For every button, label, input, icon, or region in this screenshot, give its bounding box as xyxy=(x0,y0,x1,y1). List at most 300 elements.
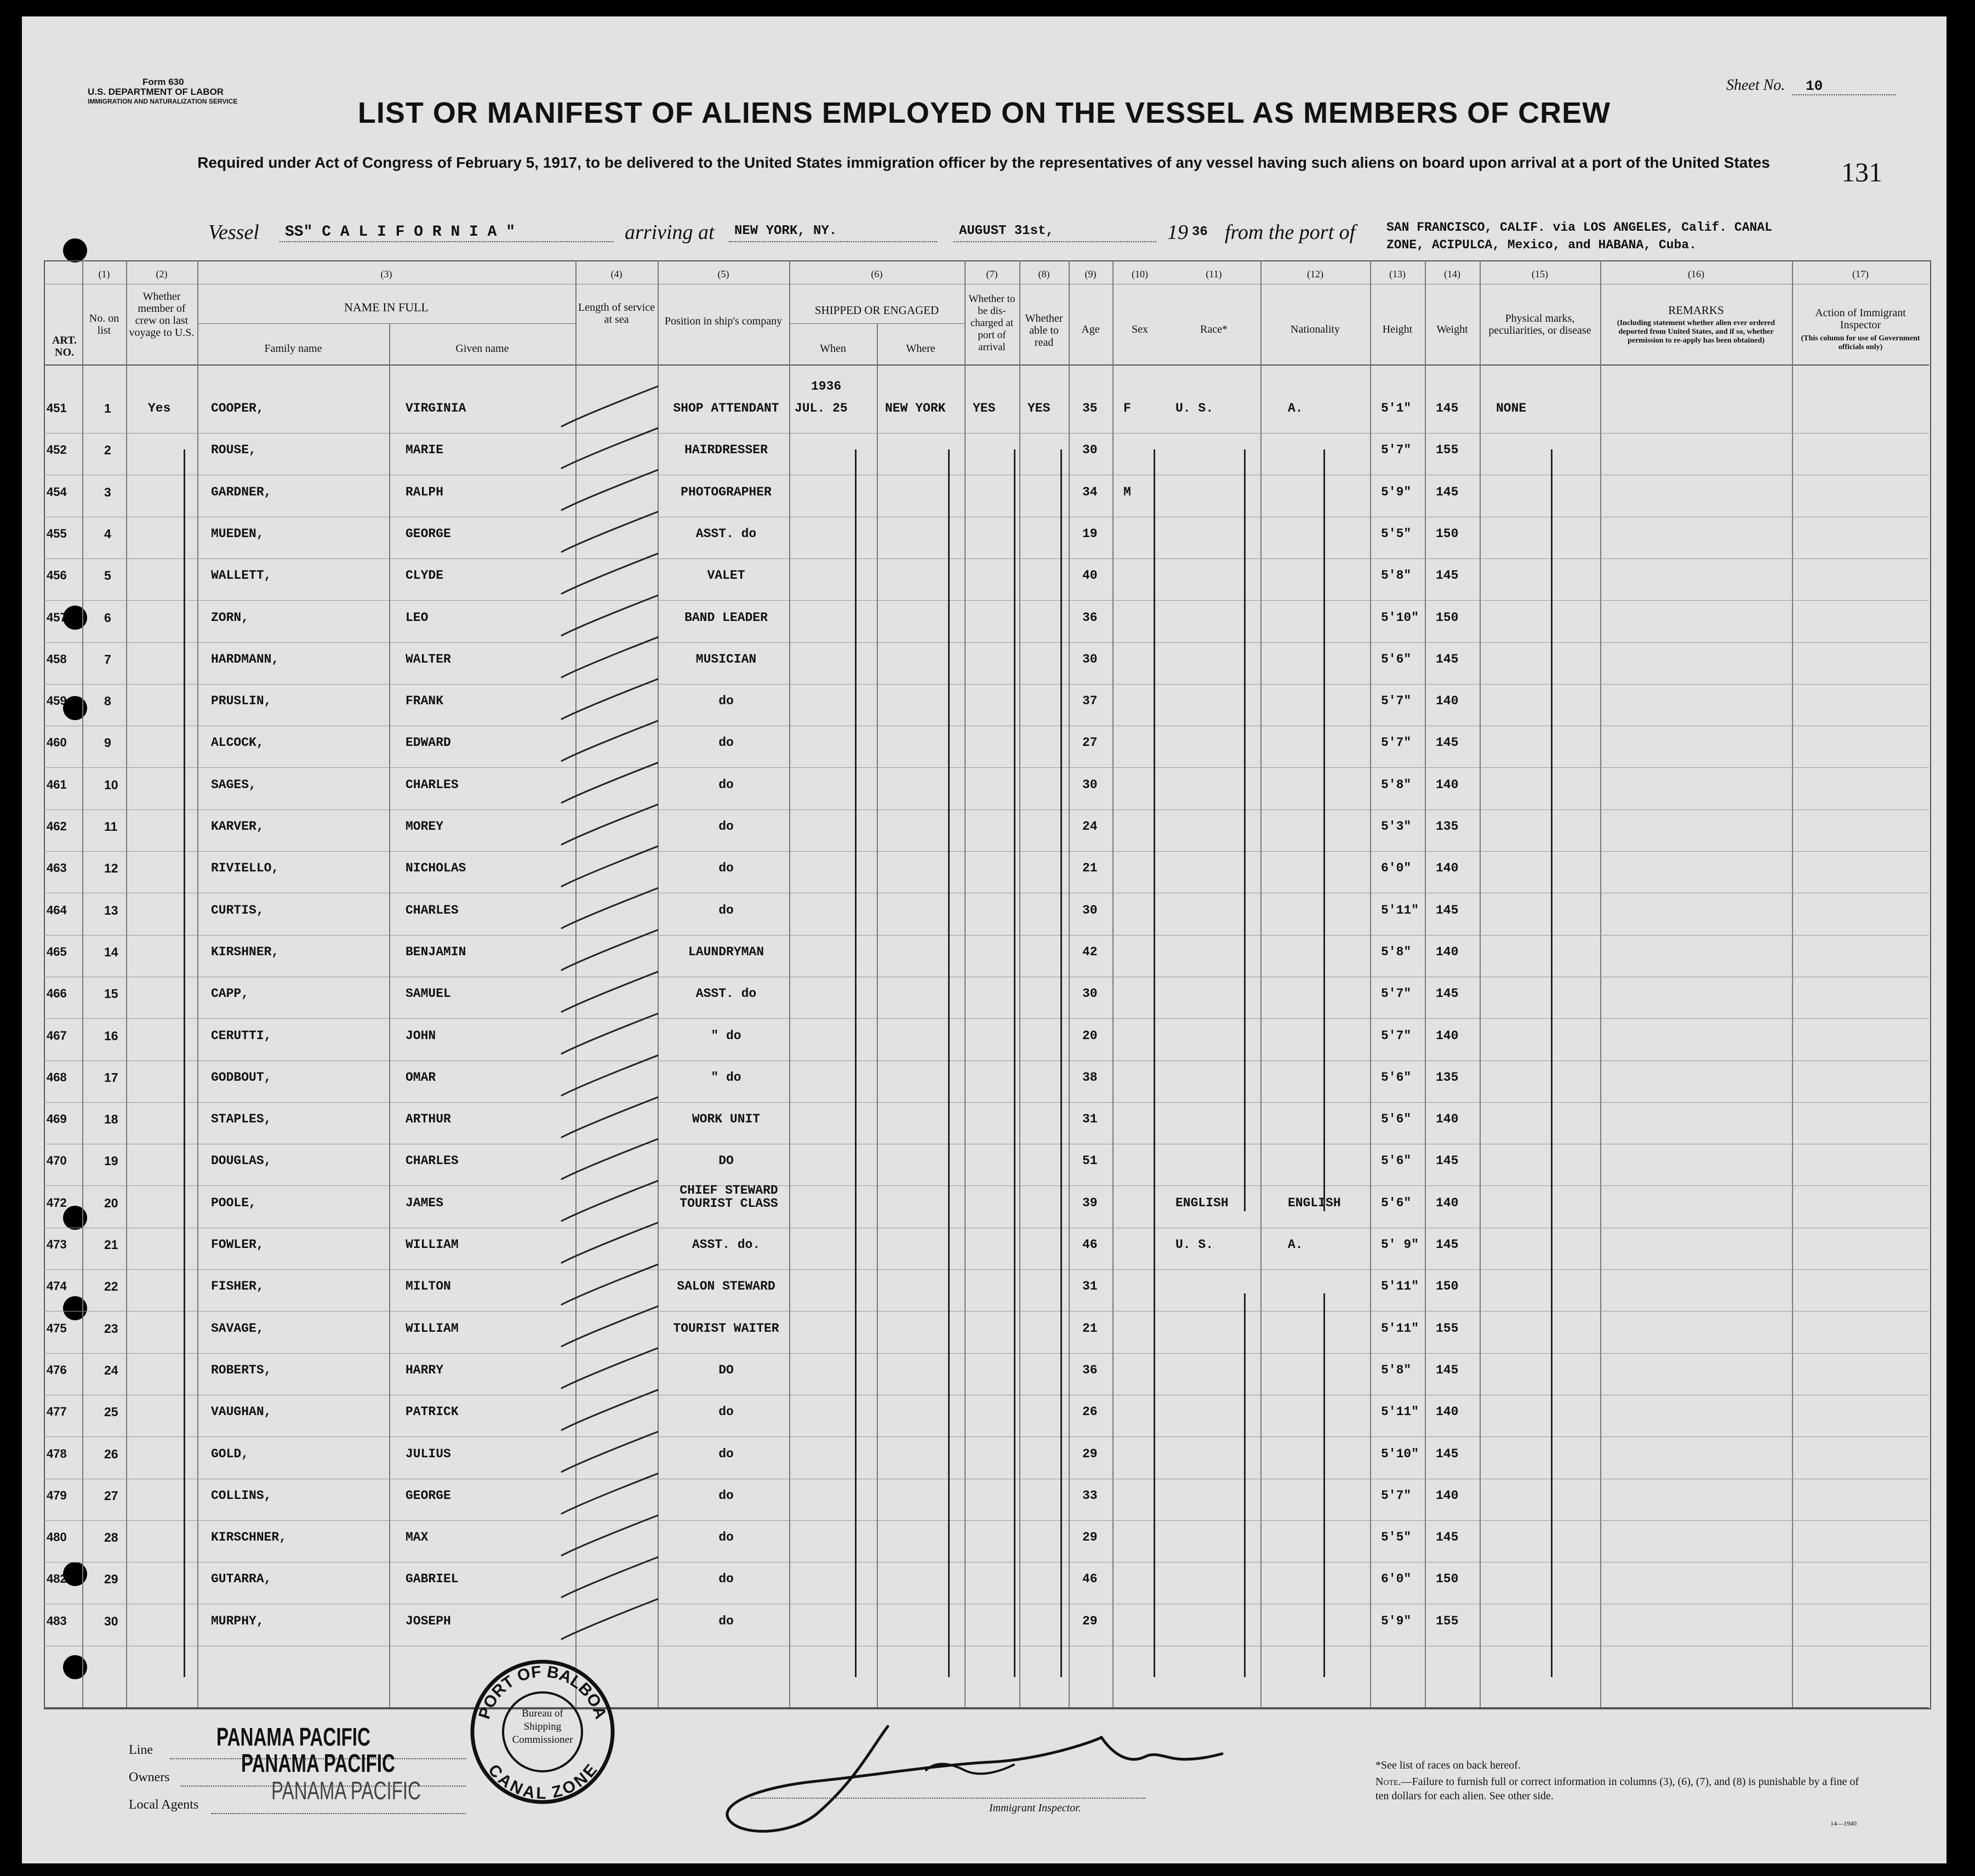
check-mark xyxy=(562,1557,658,1597)
agents-underline xyxy=(211,1813,466,1814)
check-mark xyxy=(562,1515,658,1555)
age-cell: 33 xyxy=(1082,1488,1098,1503)
header-bottom-rule xyxy=(44,364,1929,366)
art-no-cell: 452 xyxy=(47,443,67,457)
vessel-label: Vessel xyxy=(208,221,259,244)
art-no-cell: 476 xyxy=(47,1362,67,1377)
col-num-8: (8) xyxy=(1038,269,1050,280)
height-cell: 5'7" xyxy=(1381,443,1412,458)
family-name-cell: SAGES, xyxy=(211,777,256,792)
given-name-cell: CHARLES xyxy=(406,1154,459,1168)
weight-cell: 145 xyxy=(1436,1238,1459,1252)
list-no-cell: 7 xyxy=(104,652,111,666)
art-no-cell: 457 xyxy=(47,610,67,624)
height-cell: 5'6" xyxy=(1381,1112,1412,1127)
check-mark xyxy=(562,972,658,1012)
col-header-no-on-list: No. on list xyxy=(89,312,119,337)
height-cell: 5'7" xyxy=(1381,735,1412,750)
family-name-cell: CURTIS, xyxy=(211,903,264,917)
art-no-cell: 467 xyxy=(47,1028,67,1042)
height-cell: 5'1" xyxy=(1381,401,1412,415)
art-no-cell: 472 xyxy=(47,1195,67,1210)
list-no-cell: 2 xyxy=(104,443,111,458)
races-note: *See list of races on back hereof. xyxy=(1375,1759,1521,1771)
check-mark xyxy=(562,637,658,677)
col-num-10: (10) xyxy=(1132,269,1148,280)
arrival-date: AUGUST 31st, xyxy=(959,224,1054,238)
list-no-cell: 10 xyxy=(104,777,118,792)
given-name-cell: NICHOLAS xyxy=(406,861,466,876)
position-cell: VALET xyxy=(707,568,745,583)
family-name-cell: FOWLER, xyxy=(211,1238,264,1252)
age-cell: 39 xyxy=(1082,1195,1098,1210)
weight-cell: 140 xyxy=(1436,944,1459,959)
table-row xyxy=(22,1029,1947,1071)
list-no-cell: 26 xyxy=(104,1446,118,1461)
weight-cell: 145 xyxy=(1436,568,1459,583)
table-row xyxy=(22,527,1947,569)
height-cell: 6'0" xyxy=(1381,861,1412,876)
year: 36 xyxy=(1192,225,1208,240)
list-no-cell: 30 xyxy=(104,1613,118,1628)
family-name-cell: ALCOCK, xyxy=(211,735,264,750)
table-row xyxy=(22,903,1947,945)
weight-cell: 145 xyxy=(1436,1446,1459,1461)
weight-cell: 140 xyxy=(1436,861,1459,876)
list-no-cell: 18 xyxy=(104,1112,118,1127)
col-num-2: (2) xyxy=(156,269,168,280)
given-name-cell: GEORGE xyxy=(406,526,451,541)
height-cell: 5'6" xyxy=(1381,1070,1412,1085)
position-cell: do xyxy=(718,903,734,917)
col-header-position: Position in ship's company xyxy=(664,315,783,327)
art-no-cell: 475 xyxy=(47,1321,67,1335)
family-name-cell: STAPLES, xyxy=(211,1112,272,1127)
col-num-5: (5) xyxy=(717,269,729,280)
table-row xyxy=(22,735,1947,778)
age-cell: 30 xyxy=(1082,903,1098,917)
family-name-cell: GARDNER, xyxy=(211,484,272,499)
family-name-cell: VAUGHAN, xyxy=(211,1405,272,1419)
given-name-cell: MARIE xyxy=(406,443,444,458)
check-mark xyxy=(562,930,658,970)
given-name-cell: JOSEPH xyxy=(406,1613,451,1628)
position-cell: " do xyxy=(711,1028,741,1043)
owners-value: PANAMA PACIFIC xyxy=(241,1749,395,1777)
check-mark xyxy=(562,1139,658,1179)
given-name-cell: BENJAMIN xyxy=(406,944,466,959)
art-no-cell: 473 xyxy=(47,1238,67,1251)
height-cell: 5'7" xyxy=(1381,694,1412,709)
position-cell: DO xyxy=(718,1154,734,1168)
check-mark xyxy=(562,1307,658,1347)
family-name-cell: COOPER, xyxy=(211,401,264,415)
art-no-cell: 462 xyxy=(47,819,67,833)
family-name-cell: HARDMANN, xyxy=(211,652,279,666)
name-subheader-rule xyxy=(197,323,575,324)
given-name-cell: JULIUS xyxy=(406,1446,451,1461)
departure-port-line1: SAN FRANCISCO, CALIF. via LOS ANGELES, Calif. CANAL xyxy=(1386,220,1772,235)
table-row xyxy=(22,1070,1947,1113)
col-header-last-voyage: Whether member of crew on last voyage to U.S. xyxy=(129,290,195,339)
height-cell: 5'11" xyxy=(1381,1405,1419,1419)
form-code: 14—1940 xyxy=(1830,1820,1857,1827)
table-row xyxy=(22,611,1947,653)
position-cell: HAIRDRESSER xyxy=(684,443,768,458)
height-cell: 5'8" xyxy=(1381,944,1412,959)
given-name-cell: GABRIEL xyxy=(406,1572,459,1587)
shipped-year: 1936 xyxy=(811,379,842,394)
race-cell: U. S. xyxy=(1175,401,1214,415)
table-row xyxy=(22,652,1947,694)
family-name-cell: FISHER, xyxy=(211,1279,264,1294)
vessel-name: SS" C A L I F O R N I A " xyxy=(285,224,516,241)
art-no-cell: 469 xyxy=(47,1112,67,1126)
owners-label: Owners xyxy=(129,1770,170,1784)
height-cell: 6'0" xyxy=(1381,1572,1412,1587)
list-no-cell: 8 xyxy=(104,694,111,709)
age-cell: 37 xyxy=(1082,694,1098,709)
family-name-cell: PRUSLIN, xyxy=(211,694,272,709)
art-no-cell: 480 xyxy=(47,1530,67,1544)
table-row xyxy=(22,1112,1947,1154)
position-cell: do xyxy=(718,1405,734,1419)
age-cell: 30 xyxy=(1082,443,1098,458)
table-row xyxy=(22,694,1947,736)
age-cell: 30 xyxy=(1082,777,1098,792)
sex-cell: F xyxy=(1123,401,1131,415)
position-cell: do xyxy=(718,861,734,876)
art-no-cell: 454 xyxy=(47,484,67,499)
weight-cell: 150 xyxy=(1436,610,1459,625)
height-cell: 5'6" xyxy=(1381,1195,1412,1210)
art-no-cell: 479 xyxy=(47,1488,67,1502)
table-row xyxy=(22,778,1947,820)
nationality-cell: ENGLISH xyxy=(1288,1195,1341,1210)
age-cell: 20 xyxy=(1082,1028,1098,1043)
given-name-cell: JAMES xyxy=(406,1195,444,1210)
inspector-label: Immigrant Inspector. xyxy=(989,1802,1081,1814)
age-cell: 34 xyxy=(1082,484,1098,499)
weight-cell: 145 xyxy=(1436,484,1459,499)
col-num-3: (3) xyxy=(380,269,392,280)
shipped-where-cell: NEW YORK xyxy=(885,401,946,415)
position-cell: do xyxy=(718,694,734,709)
ditto-line xyxy=(948,449,950,1677)
col-num-16: (16) xyxy=(1688,269,1704,280)
age-cell: 46 xyxy=(1082,1572,1098,1587)
list-no-cell: 19 xyxy=(104,1154,118,1168)
check-mark xyxy=(562,1599,658,1639)
check-mark xyxy=(562,1223,658,1263)
position-cell: TOURIST WAITER xyxy=(673,1321,779,1336)
family-name-cell: CERUTTI, xyxy=(211,1028,272,1043)
check-mark xyxy=(562,805,658,845)
height-cell: 5'5" xyxy=(1381,526,1412,541)
table-row xyxy=(22,1572,1947,1614)
weight-cell: 140 xyxy=(1436,777,1459,792)
family-name-cell: SAVAGE, xyxy=(211,1321,264,1336)
check-mark xyxy=(562,679,658,719)
family-name-cell: GUTARRA, xyxy=(211,1572,272,1587)
age-cell: 36 xyxy=(1082,1362,1098,1377)
department: U.S. DEPARTMENT OF LABOR xyxy=(88,87,224,97)
position-cell: do xyxy=(718,1613,734,1628)
sheet-underline xyxy=(1792,94,1896,95)
art-no-cell: 451 xyxy=(47,401,67,415)
col-header-given-name: Given name xyxy=(455,343,509,355)
list-no-cell: 23 xyxy=(104,1321,118,1336)
age-cell: 24 xyxy=(1082,819,1098,834)
col-header-physical-marks: Physical marks, peculiarities, or disease xyxy=(1488,312,1591,337)
art-no-cell: 463 xyxy=(47,861,67,875)
port-of-balboa-stamp xyxy=(466,1655,619,1809)
stamp-top-text: PORT OF BALBOA xyxy=(475,1662,610,1721)
weight-cell: 135 xyxy=(1436,1070,1459,1085)
given-name-cell: MAX xyxy=(406,1530,429,1545)
inspector-underline xyxy=(751,1798,1145,1799)
age-cell: 31 xyxy=(1082,1279,1098,1294)
art-no-cell: 483 xyxy=(47,1613,67,1628)
port-label: from the port of xyxy=(1225,221,1356,244)
weight-cell: 145 xyxy=(1436,903,1459,917)
height-cell: 5'9" xyxy=(1381,484,1412,499)
weight-cell: 145 xyxy=(1436,1362,1459,1377)
table-row xyxy=(22,1489,1947,1531)
service: IMMIGRATION AND NATURALIZATION SERVICE xyxy=(88,98,238,105)
manifest-page xyxy=(22,16,1947,1863)
table-row xyxy=(22,1154,1947,1196)
family-name-cell: ZORN, xyxy=(211,610,249,625)
nationality-cell: A. xyxy=(1288,401,1303,415)
table-row xyxy=(22,401,1947,443)
col-header-shipped: SHIPPED OR ENGAGED xyxy=(814,304,939,317)
table-row xyxy=(22,1363,1947,1405)
age-cell: 31 xyxy=(1082,1112,1098,1127)
list-no-cell: 16 xyxy=(104,1028,118,1043)
weight-cell: 145 xyxy=(1436,1530,1459,1545)
table-row xyxy=(22,819,1947,862)
given-name-cell: HARRY xyxy=(406,1362,444,1377)
art-no-cell: 474 xyxy=(47,1279,67,1293)
col-header-race: Race* xyxy=(1200,323,1228,335)
svg-text:CANAL ZONE xyxy=(484,1761,601,1803)
col-num-1: (1) xyxy=(98,269,110,280)
list-no-cell: 12 xyxy=(104,861,118,876)
col-header-remarks-note: (Including statement whether alien ever ordered deported from United States, and if so, whether permission to re-apply has been obtained) xyxy=(1617,319,1776,345)
height-cell: 5'7" xyxy=(1381,1488,1412,1503)
weight-cell: 140 xyxy=(1436,1488,1459,1503)
given-name-cell: ARTHUR xyxy=(406,1112,451,1127)
position-cell: PHOTOGRAPHER xyxy=(681,484,772,499)
art-no-cell: 482 xyxy=(47,1572,67,1586)
family-name-cell: GODBOUT, xyxy=(211,1070,272,1085)
height-cell: 5'6" xyxy=(1381,1154,1412,1168)
physical-marks-cell: NONE xyxy=(1496,401,1527,415)
height-cell: 5'9" xyxy=(1381,1613,1412,1628)
weight-cell: 140 xyxy=(1436,1112,1459,1127)
given-name-cell: SAMUEL xyxy=(406,987,451,1001)
race-cell: ENGLISH xyxy=(1175,1195,1229,1210)
ditto-line xyxy=(1060,449,1062,1677)
list-no-cell: 21 xyxy=(104,1238,118,1252)
check-mark xyxy=(562,554,658,594)
weight-cell: 150 xyxy=(1436,526,1459,541)
col-header-discharged: Whether to be dis-charged at port of arrival xyxy=(968,293,1015,353)
departure-port-line2: ZONE, ACIPULCA, Mexico, and HABANA, Cuba. xyxy=(1386,238,1697,252)
list-no-cell: 3 xyxy=(104,484,111,499)
col-num-6: (6) xyxy=(871,269,883,280)
line-label: Line xyxy=(129,1743,153,1757)
year-prefix: 19 xyxy=(1167,221,1188,244)
height-cell: 5'6" xyxy=(1381,652,1412,666)
weight-cell: 145 xyxy=(1436,401,1459,415)
age-cell: 26 xyxy=(1082,1405,1098,1419)
shipped-when-cell: JUL. 25 xyxy=(795,401,848,415)
ditto-line xyxy=(1154,449,1155,554)
art-no-cell: 455 xyxy=(47,526,67,540)
col-header-when: When xyxy=(820,343,846,355)
weight-cell: 140 xyxy=(1436,1195,1459,1210)
given-name-cell: WILLIAM xyxy=(406,1321,459,1336)
age-cell: 21 xyxy=(1082,861,1098,876)
art-no-cell: 460 xyxy=(47,735,67,750)
form-number: Form 630 xyxy=(142,77,184,87)
given-name-cell: CLYDE xyxy=(406,568,444,583)
position-cell: do xyxy=(718,777,734,792)
height-cell: 5'5" xyxy=(1381,1530,1412,1545)
col-header-name: NAME IN FULL xyxy=(344,300,429,314)
family-name-cell: ROBERTS, xyxy=(211,1362,272,1377)
family-name-cell: COLLINS, xyxy=(211,1488,272,1503)
list-no-cell: 17 xyxy=(104,1070,118,1085)
height-cell: 5'7" xyxy=(1381,987,1412,1001)
height-cell: 5'8" xyxy=(1381,777,1412,792)
art-no-header: ART. NO. xyxy=(52,334,77,358)
art-no-cell: 478 xyxy=(47,1446,67,1461)
col-num-17: (17) xyxy=(1852,269,1869,280)
line-value: PANAMA PACIFIC xyxy=(216,1723,370,1751)
art-no-cell: 464 xyxy=(47,903,67,917)
age-cell: 35 xyxy=(1082,401,1098,415)
check-mark xyxy=(562,1432,658,1472)
height-cell: 5'8" xyxy=(1381,1362,1412,1377)
given-name-cell: WILLIAM xyxy=(406,1238,459,1252)
discharged-cell: YES xyxy=(973,401,996,415)
sheet-number: 10 xyxy=(1806,78,1823,94)
table-row xyxy=(22,443,1947,485)
check-mark xyxy=(562,512,658,552)
check-mark xyxy=(562,1181,658,1221)
ditto-line xyxy=(1154,548,1155,1677)
note-label: Note. xyxy=(1375,1776,1401,1788)
position-cell: SHOP ATTENDANT xyxy=(673,401,779,415)
inspector-signature xyxy=(707,1704,1233,1847)
stamp-inner-text: Bureau of Shipping Commissioner xyxy=(512,1708,573,1746)
table-row xyxy=(22,987,1947,1029)
table-row xyxy=(22,485,1947,527)
age-cell: 36 xyxy=(1082,610,1098,625)
ditto-line xyxy=(1551,449,1552,1677)
arrival-port: NEW YORK, NY. xyxy=(734,224,837,238)
table-row xyxy=(22,1183,1947,1238)
position-cell: DO xyxy=(718,1362,734,1377)
col-num-4: (4) xyxy=(610,269,623,280)
age-cell: 40 xyxy=(1082,568,1098,583)
given-name-cell: CHARLES xyxy=(406,903,459,917)
col-num-13: (13) xyxy=(1389,269,1406,280)
list-no-cell: 22 xyxy=(104,1279,118,1294)
list-no-cell: 14 xyxy=(104,944,118,959)
stamp-bottom-text: CANAL ZONE xyxy=(484,1761,601,1803)
height-cell: 5'11" xyxy=(1381,1321,1419,1336)
position-cell: ASST. do xyxy=(695,987,757,1001)
art-no-cell: 477 xyxy=(47,1405,67,1419)
table-row xyxy=(22,1279,1947,1321)
check-mark xyxy=(562,1097,658,1137)
given-name-cell: VIRGINIA xyxy=(406,401,466,415)
height-cell: 5'7" xyxy=(1381,1028,1412,1043)
check-mark xyxy=(562,1348,658,1388)
family-name-cell: POOLE, xyxy=(211,1195,256,1210)
position-cell: ASST. do xyxy=(695,526,757,541)
age-cell: 30 xyxy=(1082,987,1098,1001)
check-mark xyxy=(562,1264,658,1304)
list-no-cell: 28 xyxy=(104,1530,118,1545)
sex-cell: M xyxy=(1123,484,1131,499)
col-header-inspector: Action of Immigrant Inspector xyxy=(1815,307,1906,331)
given-name-cell: MILTON xyxy=(406,1279,451,1294)
ditto-line xyxy=(184,449,185,1677)
age-cell: 42 xyxy=(1082,944,1098,959)
art-no-cell: 466 xyxy=(47,987,67,1001)
given-name-cell: EDWARD xyxy=(406,735,451,750)
col-num-11: (11) xyxy=(1206,269,1222,280)
given-name-cell: FRANK xyxy=(406,694,444,709)
height-cell: 5'10" xyxy=(1381,610,1419,625)
position-cell: do xyxy=(718,819,734,834)
given-name-cell: RALPH xyxy=(406,484,444,499)
check-mark xyxy=(562,846,658,886)
col-header-nationality: Nationality xyxy=(1291,323,1340,335)
position-cell: ASST. do. xyxy=(692,1238,761,1252)
family-name-cell: RIVIELLO, xyxy=(211,861,279,876)
col-num-14: (14) xyxy=(1444,269,1460,280)
col-num-9: (9) xyxy=(1084,269,1097,280)
ditto-line xyxy=(1244,1293,1246,1677)
given-name-cell: MOREY xyxy=(406,819,444,834)
age-cell: 29 xyxy=(1082,1613,1098,1628)
check-mark xyxy=(562,763,658,803)
col-num-15: (15) xyxy=(1532,269,1548,280)
shipped-subheader-rule xyxy=(789,323,964,324)
weight-cell: 145 xyxy=(1436,735,1459,750)
vessel-underline xyxy=(279,241,614,242)
table-row xyxy=(22,1447,1947,1489)
given-name-cell: CHARLES xyxy=(406,777,459,792)
weight-cell: 140 xyxy=(1436,694,1459,709)
art-no-cell: 456 xyxy=(47,568,67,583)
ditto-line xyxy=(1323,1293,1325,1677)
art-no-cell: 459 xyxy=(47,694,67,708)
weight-cell: 145 xyxy=(1436,1154,1459,1168)
list-no-cell: 11 xyxy=(104,819,118,834)
position-cell: LAUNDRYMAN xyxy=(688,944,764,959)
position-cell: do xyxy=(718,1572,734,1587)
col-num-7: (7) xyxy=(986,269,998,280)
arriving-label: arriving at xyxy=(625,221,715,244)
family-name-cell: DOUGLAS, xyxy=(211,1154,272,1168)
